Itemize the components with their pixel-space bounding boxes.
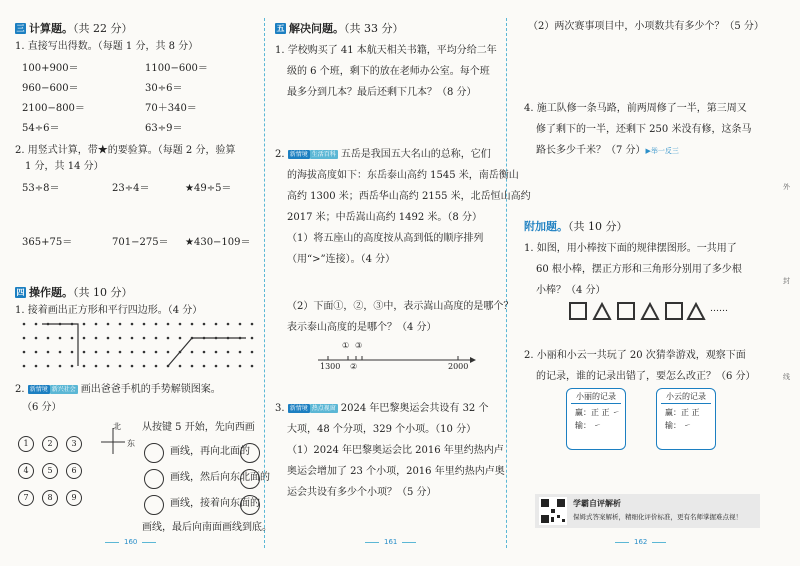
vertical-item: ★49÷5＝: [185, 183, 232, 194]
answer-circle: [240, 443, 260, 463]
oral-item: 2100−800＝: [22, 103, 85, 114]
vertical-item: 365+75＝: [22, 237, 73, 248]
grid-dot: [191, 323, 194, 326]
grid-dot: [227, 365, 230, 368]
grid-dot: [167, 323, 170, 326]
grid-dot: [83, 351, 86, 354]
grid-dot: [203, 323, 206, 326]
grid-dot: [131, 323, 134, 326]
square-start-line: [42, 324, 78, 366]
grid-dot: [83, 323, 86, 326]
grid-dot: [143, 323, 146, 326]
question-2-cont: 1 分，共 14 分）: [25, 161, 104, 172]
grid-dot: [143, 365, 146, 368]
key-button: 1: [18, 436, 34, 452]
binding-mark: 线: [783, 373, 790, 381]
grid-dot: [107, 351, 110, 354]
page-161: [270, 0, 531, 566]
footer-text: 保姆式答案解析，精细化评价标准，更有名师掌握难点视！: [573, 513, 742, 521]
grid-dot: [35, 365, 38, 368]
number-line: [310, 338, 480, 378]
grid-dot: [95, 337, 98, 340]
binding-mark: 外: [783, 183, 790, 191]
grid-dot: [143, 351, 146, 354]
page-162: [512, 0, 770, 566]
grid-dot: [35, 337, 38, 340]
grid-dot: [47, 351, 50, 354]
grid-dot: [71, 351, 74, 354]
column-divider: [264, 18, 265, 548]
grid-dot: [119, 323, 122, 326]
self-assessment-banner[interactable]: [535, 494, 760, 528]
grid-dot: [251, 365, 254, 368]
grid-dot: [191, 365, 194, 368]
question-1: 1. 直接写出得数。（每题 1 分，共 8 分）: [15, 41, 199, 52]
grid-dot: [179, 337, 182, 340]
grid-dot: [83, 365, 86, 368]
instruction-line: 画线，然后向东北面的: [170, 472, 270, 483]
problem-3: 3. 新情境 热点视窗 2024 年巴黎奥运会共设有 32 个 大项，48 个分项，329 个小项。（10 分） （1）2024 年巴黎奥运会比 2016 年里约热内卢 奥运会增加了 23 个小项，2016 年里约热内卢奥 运会共设有多少个小项？（5 分）: [275, 403, 505, 498]
vertical-item: 23÷4＝: [112, 183, 150, 194]
section-header-calc: 三 计算题。（共 22 分）: [16, 22, 133, 35]
grid-dot: [107, 323, 110, 326]
key-button: 2: [42, 436, 58, 452]
grid-dot: [179, 365, 182, 368]
grid-dot: [71, 337, 74, 340]
page-160: [0, 0, 272, 566]
grid-dot: [155, 337, 158, 340]
grid-dot: [83, 337, 86, 340]
grid-dot: [167, 351, 170, 354]
drill-link[interactable]: ▶举一反三: [645, 147, 679, 155]
grid-dot: [191, 351, 194, 354]
grid-dot: [155, 323, 158, 326]
grid-dot: [59, 351, 62, 354]
section-header-extra: 附加题。（共 10 分）: [524, 220, 628, 233]
grid-dot: [227, 323, 230, 326]
extra-2: 2. 小丽和小云一共玩了 20 次猜拳游戏，观察下面 的记录，谁的记录出错了，要怎么改正？（6 分）: [524, 350, 756, 382]
answer-circle: [240, 495, 260, 515]
operation-2: 2. 新情境 新兴社会 画出爸爸手机的手势解锁图案。: [15, 384, 221, 395]
dot-grid: [18, 318, 258, 380]
grid-dot: [59, 337, 62, 340]
operation-2-score: （6 分）: [22, 402, 62, 413]
page-number: 160: [100, 538, 161, 546]
page-number: 161: [360, 538, 421, 546]
ellipsis: ……: [710, 304, 728, 314]
grid-dot: [23, 351, 26, 354]
grid-dot: [215, 351, 218, 354]
oral-item: 1100−600＝: [145, 63, 208, 74]
mark-3: ③: [355, 341, 363, 350]
grid-dot: [35, 323, 38, 326]
answer-circle: [144, 443, 164, 463]
problem-3-part-2: （2）两次赛事项目中，小项数共有多少个？（5 分）: [528, 21, 764, 32]
problem-2-part-2: （2）下面①，②，③中，表示嵩山高度的是哪个？ 表示泰山高度的是哪个？（4 分）: [287, 301, 514, 333]
grid-dot: [227, 351, 230, 354]
grid-dot: [215, 323, 218, 326]
column-divider: [506, 18, 507, 548]
grid-dot: [47, 365, 50, 368]
key-button: 6: [66, 463, 82, 479]
problem-2: 2. 新情境 生活百科 五岳是我国五大名山的总称，它们 的海拔高度如下：东岳泰山高约 1545 米，南岳衡山 高约 1300 米；西岳华山高约 2155 米，北岳恒山高约 2017 米；中岳嵩山高约 1492 米。（8 分） （1）将五座山的高度按从高到低的顺序排列 （用“>”连接）。（4 分）: [275, 149, 531, 265]
grid-dot: [119, 337, 122, 340]
problem-1: 1. 学校购买了 41 本航天相关书籍，平均分给二年 级的 6 个班，剩下的放在老师办公室。每个班 最多分到几本？最后还剩下几本？（8 分）: [275, 45, 497, 98]
grid-dot: [155, 365, 158, 368]
grid-dot: [239, 323, 242, 326]
grid-dot: [23, 365, 26, 368]
footer-title: 学霸自评解析: [573, 499, 621, 508]
binding-mark: 封: [783, 277, 790, 285]
grid-dot: [203, 351, 206, 354]
grid-dot: [95, 351, 98, 354]
grid-dot: [239, 351, 242, 354]
oral-item: 100+900＝: [22, 63, 79, 74]
grid-dot: [107, 365, 110, 368]
key-button: 9: [66, 490, 82, 506]
extra-1: 1. 如图，用小棒按下面的规律摆图形。一共用了 60 根小棒，摆正方形和三角形分别用了多少根 小棒？（4 分）: [524, 243, 742, 296]
grid-dot: [143, 337, 146, 340]
oral-item: 30÷6＝: [145, 83, 183, 94]
key-button: 5: [42, 463, 58, 479]
grid-dot: [155, 351, 158, 354]
qr-code-icon: [539, 497, 567, 525]
compass-north: 北: [113, 422, 121, 431]
answer-circle: [144, 495, 164, 515]
section-header-solve: 五 解决问题。（共 33 分）: [276, 22, 404, 35]
grid-dot: [239, 365, 242, 368]
grid-dot: [251, 351, 254, 354]
instruction-line: 从按键 5 开始，先向西画: [142, 422, 255, 433]
page-number: 162: [610, 538, 671, 546]
grid-dot: [95, 365, 98, 368]
grid-dot: [59, 365, 62, 368]
key-button: 3: [66, 436, 82, 452]
grid-dot: [95, 323, 98, 326]
grid-dot: [131, 365, 134, 368]
stick-pattern: [568, 300, 708, 324]
vertical-item: ★430−109＝: [185, 237, 251, 248]
compass-east: 东: [127, 439, 135, 448]
grid-dot: [131, 337, 134, 340]
instruction-line: 画线，最后向南面画线到底。: [142, 522, 272, 533]
grid-dot: [119, 351, 122, 354]
problem-4: 4. 施工队修一条马路，前两周修了一半，第三周又 修了剩下的一半，还剩下 250 米没有修，这条马 路长多少千米？（7 分）▶举一反三: [524, 103, 752, 156]
answer-circle: [144, 469, 164, 489]
grid-dot: [47, 337, 50, 340]
operation-1: 1. 接着画出正方形和平行四边形。（4 分）: [15, 305, 203, 316]
section-header-operation: 四 操作题。（共 10 分）: [16, 286, 133, 299]
mark-2: ②: [350, 362, 358, 371]
grid-dot: [203, 365, 206, 368]
grid-dot: [23, 323, 26, 326]
answer-circle: [240, 469, 260, 489]
grid-dot: [251, 337, 254, 340]
key-button: 4: [18, 463, 34, 479]
key-button: 8: [42, 490, 58, 506]
instruction-line: 画线，再向北面的: [170, 446, 250, 457]
mark-1: ①: [342, 341, 350, 350]
question-2: 2. 用竖式计算，带★的要验算。（每题 2 分，验算: [15, 145, 236, 156]
grid-dot: [35, 351, 38, 354]
oral-item: 54÷6＝: [22, 123, 60, 134]
oral-item: 63÷9＝: [145, 123, 183, 134]
grid-dot: [71, 365, 74, 368]
oral-item: 70＋340＝: [145, 103, 197, 114]
label-1300: 1300: [320, 362, 341, 371]
parallelogram-start-line: [168, 338, 246, 366]
instruction-line: 画线，接着向东面的: [170, 498, 260, 509]
grid-dot: [215, 365, 218, 368]
grid-dot: [23, 337, 26, 340]
vertical-item: 53÷8＝: [22, 183, 60, 194]
grid-dot: [167, 337, 170, 340]
oral-item: 960−600＝: [22, 83, 79, 94]
key-button: 7: [18, 490, 34, 506]
record-board-xiaoyun: 小云的记录 赢：正 正 输： ㇀: [656, 388, 716, 450]
record-board-xiaoli: 小丽的记录 赢：正 正 ㇀ 输： ㇀: [566, 388, 626, 450]
grid-dot: [119, 365, 122, 368]
vertical-item: 701−275＝: [112, 237, 169, 248]
grid-dot: [107, 337, 110, 340]
grid-dot: [131, 351, 134, 354]
grid-dot: [179, 323, 182, 326]
label-2000: 2000: [448, 362, 469, 371]
grid-dot: [251, 323, 254, 326]
